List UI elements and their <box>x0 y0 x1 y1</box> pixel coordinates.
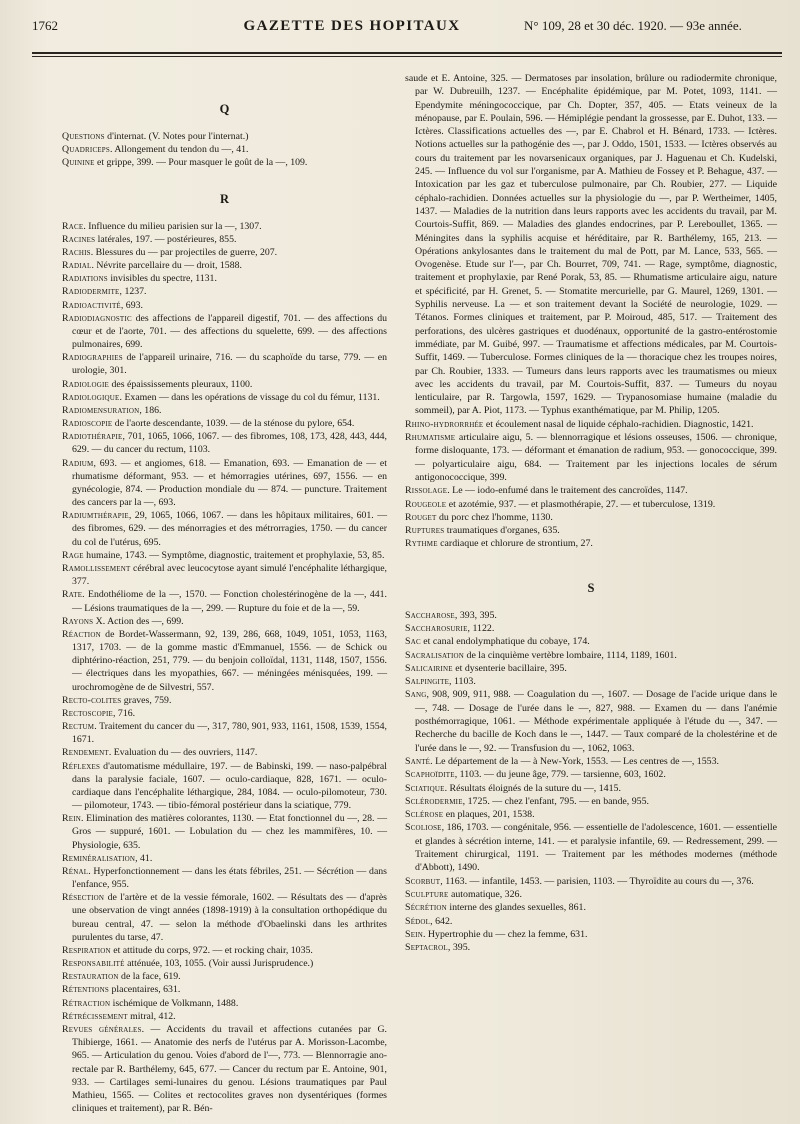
index-entry <box>405 821 777 874</box>
index-keyword: Saccharose <box>405 609 455 621</box>
index-entry <box>62 707 387 720</box>
index-references: , 701, 1065, 1066, 1067. — des fibromes, 108, 173, 428, 443, 444, 629. — du cancer du rectum, 1103. <box>72 431 387 456</box>
index-entry <box>405 649 777 662</box>
index-keyword: Rouget <box>405 511 437 523</box>
index-entry <box>405 635 777 648</box>
index-entry <box>62 1023 387 1115</box>
index-references: , 1237. <box>119 286 147 298</box>
header-rule <box>32 52 782 54</box>
index-keyword: Quadriceps <box>62 144 110 156</box>
index-references: , 186, 1703. — congénitale, 956. — essentielle de l'adolescence, 1601. — essentielle et glandes à sécrétion interne, 141. — et paralysie infantile, 69. — Redressement, 299. — Traitement chirurgical, 1191. — Traitement par les méthodes modernes (méthode d'Abbott), 1490. <box>415 822 777 874</box>
index-references: . Elimination des matières colorantes, 1130. — Etat fonctionnel du —, 28. — Gros — suppuré, 1601. — Lobulation du — chez les mammifères, 10. — Physiologie, 635. <box>72 813 387 851</box>
index-keyword: Résection <box>62 892 105 904</box>
index-keyword: Radiodiagnostic <box>62 312 132 324</box>
index-entry <box>62 417 387 430</box>
index-keyword: Sédol <box>405 915 431 927</box>
index-entry <box>62 746 387 759</box>
index-keyword: Responsabilité <box>62 958 125 970</box>
section-letter-r: R <box>219 191 230 206</box>
index-keyword: Saccharosurie <box>405 622 468 634</box>
index-references: , 908, 909, 911, 988. — Coagulation du —, 1607. — Dosage de l'acide urique dans le —, 748. — Dosage de l'urée dans le —, 827, 988. — Examen du — dans l'anémie posthémorragique, 1061. — Méthode expérimentale appliquée à l'étude du —, 347. — Recherche du bacille de Koch dans le —, 1447. — Taux comparé de la cholestérine et de l'urée dans le —, 92. — Transfusion du —, 1062, 1063. <box>415 689 777 754</box>
index-keyword: Rectoscopie <box>62 707 114 719</box>
index-references: . Névrite parcellaire du — droit, 1588. <box>91 260 242 272</box>
index-keyword: Sein <box>405 928 423 940</box>
index-keyword: Radial <box>62 260 92 272</box>
index-list-s <box>405 609 777 955</box>
index-entry <box>62 970 387 983</box>
index-keyword: Septacrol <box>405 942 448 954</box>
index-keyword: Radiomensuration <box>62 404 140 416</box>
index-keyword: Santé <box>405 755 431 767</box>
index-references: interne des glandes sexuelles, 861. <box>446 902 586 914</box>
index-entry <box>62 1010 387 1023</box>
index-entry <box>405 72 777 418</box>
index-entry <box>62 272 387 285</box>
index-references: des affections de l'appareil digestif, 701. — des affections du cœur et de l'aorte, 701. — des affections du squelette, 699. — des affections pulmonaires, 699. <box>72 312 387 351</box>
index-entry <box>62 615 387 628</box>
index-entry <box>62 865 387 891</box>
index-references: . Evaluation du — des ouvriers, 1147. <box>108 747 258 759</box>
index-entry <box>405 622 777 635</box>
index-references: , 41. <box>135 852 153 864</box>
index-keyword: Rétrécissement <box>62 1010 128 1022</box>
index-references: , 1103. — du jeune âge, 779. — tarsienne, 603, 1602. <box>454 769 666 781</box>
index-references: . Allongement du tendon du —, 41. <box>109 144 249 156</box>
index-references: graves, 759. <box>121 694 172 706</box>
index-keyword: Race <box>62 220 84 232</box>
index-entry <box>405 795 777 808</box>
index-entry <box>405 888 777 901</box>
index-keyword: Rhino-hydrorrhée <box>405 418 484 430</box>
index-references: invisibles du spectre, 1131. <box>107 273 217 285</box>
index-keyword: Respiration <box>62 944 111 956</box>
index-keyword: Salpingite <box>405 676 450 688</box>
index-entry <box>405 431 777 484</box>
index-entry <box>62 143 387 156</box>
index-references: cardiaque et chlorure de strontium, 27. <box>437 538 593 550</box>
index-entry <box>62 299 387 312</box>
index-keyword: Rein <box>62 813 81 825</box>
index-keyword: Rectum <box>62 721 95 733</box>
index-keyword: Racines <box>62 233 96 245</box>
index-references: , 1163. — infantile, 1453. — parisien, 1103. — Thyroïdite au cours du —, 376. <box>440 875 754 887</box>
index-entry <box>62 509 387 549</box>
index-references: humaine, 1743. — Symptôme, diagnostic, traitement et prophylaxie, 53, 85. <box>83 549 385 561</box>
index-references: . Blessures du — par projectiles de guerre, 207. <box>90 246 278 258</box>
index-entry <box>405 609 777 622</box>
index-references: ischémique de Volkmann, 1488. <box>110 997 239 1009</box>
index-entry <box>62 562 387 588</box>
index-references: traumatiques d'organes, 635. <box>444 525 560 537</box>
index-keyword: Radioscopie <box>62 418 113 430</box>
index-references: , 1725. — chez l'enfant, 795. — en bande, 955. <box>462 795 650 807</box>
index-entry <box>405 524 777 537</box>
index-references: de l'aorte descendante, 1039. — de la sténose du pylore, 654. <box>112 418 355 430</box>
index-entry <box>405 808 777 821</box>
index-references: , 186. <box>139 404 162 416</box>
index-entry <box>405 484 777 497</box>
index-entry <box>62 944 387 957</box>
index-keyword: Rétraction <box>62 997 111 1009</box>
index-entry <box>62 549 387 562</box>
index-references: mitral, 412. <box>127 1010 176 1022</box>
index-references: , 693. — et angiomes, 618. — Emanation, 693. — Emanation de — et rhumatisme déformant, 953. — et hémorragies utérines, 697, 1556. — en gynécologie, 874. — Production mondiale du — 874. — puncture. Traitement des cancers par la —, 693. <box>72 457 387 509</box>
index-references: atténuée, 103, 1055. (Voir aussi Jurisprudence.) <box>124 958 314 970</box>
index-entry <box>405 675 777 688</box>
index-references: . — Accidents du travail et affections cutanées par G. Thibierge, 1661. — Anatomie des nerfs de l'utérus par A. Morisson-Lacombe, 965. — Articulation du genou. Voies d'abord de l'—, 773. — Blennorragie ano-rectale par R. Barthélemy, 645, 677. — Cancer du rectum par E. Antoine, 901, 933. — Cartilages semi-lunaires du genou. Lésions traumatiques par Paul Mathieu, 1565. — Colites et rectocolites graves non dysentériques (formes cliniques et traitement), par R. Bén- <box>72 1024 387 1115</box>
index-references: , 1122. <box>467 622 495 634</box>
index-entry <box>405 537 777 550</box>
index-entry <box>62 130 387 143</box>
index-entry <box>62 628 387 694</box>
index-list-q <box>62 130 387 170</box>
index-keyword: Rissolage <box>405 485 448 497</box>
index-keyword: Sculpture <box>405 888 449 900</box>
header-rule-thin <box>32 56 782 57</box>
index-references: . Examen — dans les opérations de vissage du col du fémur, 1131. <box>119 391 380 403</box>
index-keyword: Questions <box>62 131 105 142</box>
index-keyword: Sciatique <box>405 782 445 794</box>
index-references: et canal endolymphatique du cobaye, 174. <box>420 636 590 648</box>
index-keyword: Scoliose <box>405 822 442 834</box>
index-keyword: Radium <box>62 457 94 469</box>
index-keyword: Sclérodermie <box>405 795 463 807</box>
issue-line: N° 109, 28 et 30 déc. 1920. — 93e année. <box>524 18 742 33</box>
index-references: , 693. <box>120 299 143 311</box>
index-references: . Endothéliome de la —, 1570. — Fonction cholestérinogène de la —, 441. — Lésions traumatiques de la —, 299. — Rupture du foie et de la —, 59. <box>72 589 387 614</box>
index-references: . Hyperfonctionnement — dans les états fébriles, 251. — Sécrétion — dans l'enfance, 955. <box>72 865 387 891</box>
index-references: articulaire aigu, 5. — blennorragique et lésions osseuses, 1506. — chronique, forme disloquante, 173. — déformant et émanation de radium, 953. — gonococcique, 399. — polyarticulaire aigu, 684. — Traitement par les injections locales de sérum antigonococcique, 399. <box>415 432 777 483</box>
index-entry <box>62 720 387 746</box>
index-entry <box>62 957 387 970</box>
index-keyword: Rachis <box>62 246 91 258</box>
index-keyword: Radiologique <box>62 391 120 403</box>
index-entry <box>62 983 387 996</box>
index-entry <box>62 404 387 417</box>
index-keyword: Restauration <box>62 971 119 983</box>
index-references: . Traitement du cancer du —, 317, 780, 901, 933, 1161, 1508, 1539, 1554, 1671. <box>72 721 387 746</box>
index-entry <box>405 915 777 928</box>
index-references: , 716. <box>113 707 136 719</box>
index-keyword: Sécrétion <box>405 902 447 914</box>
index-references: et attitude du corps, 972. — et rocking chair, 1035. <box>110 944 313 956</box>
index-keyword: Sacralisation <box>405 649 465 661</box>
index-references: de la face, 619. <box>118 971 181 983</box>
index-keyword: Sang <box>405 689 427 701</box>
index-keyword: Rayons <box>62 615 94 627</box>
index-references: automatique, 326. <box>448 888 522 900</box>
index-keyword: Rétentions <box>62 984 110 996</box>
index-entry <box>62 246 387 259</box>
left-column <box>62 72 387 1115</box>
index-keyword: Radiations <box>62 273 108 285</box>
index-entry <box>405 688 777 754</box>
journal-title: GAZETTE DES HOPITAUX <box>243 18 461 34</box>
index-entry <box>405 755 777 768</box>
index-entry <box>62 891 387 944</box>
index-references: , 395. <box>447 942 471 954</box>
index-references: d'internat. (V. Notes pour l'internat.) <box>104 131 249 142</box>
index-references: , 29, 1065, 1066, 1067. — dans les hôpitaux militaires, 601. — des fibromes, 629. — des ménorragies et des métrorragies, 1750. — du cancer du col de l'utérus, 695. <box>72 510 387 548</box>
index-references: placentaires, 631. <box>109 984 181 996</box>
index-entry <box>62 233 387 246</box>
index-references: et écoulement nasal de liquide céphalo-rachidien. Diagnostic, 1421. <box>483 418 754 430</box>
index-keyword: Rage <box>62 549 84 561</box>
index-references: de Bordet-Wassermann, 92, 139, 286, 668, 1049, 1051, 1053, 1163, 1317, 1703. — de la gomme mastic d'Emmanuel, 1556. — de Schick ou diphtérino-réaction, 251, 779. — du benjoin colloïdal, 1131, 1148, 1507, 1556. — électriques dans les myopathies, 667. — méningées ménisquées, 199. — urochromogène de de Silvestri, 557. <box>72 628 387 693</box>
right-column <box>405 72 777 954</box>
index-references: et grippe, 399. — Pour masquer le goût de la —, 109. <box>94 157 308 169</box>
index-entry <box>405 901 777 914</box>
index-entry <box>62 457 387 510</box>
index-list-r-continued <box>405 72 777 551</box>
index-keyword: Radiodermite <box>62 286 120 298</box>
index-keyword: Rythme <box>405 538 438 550</box>
index-entry <box>62 156 387 169</box>
index-keyword: Rate <box>62 589 83 601</box>
index-entry <box>405 511 777 524</box>
index-keyword: Radiothérapie <box>62 431 123 443</box>
index-keyword: Sac <box>405 636 421 648</box>
index-keyword: Rougeole <box>405 498 447 510</box>
index-references: . Influence du milieu parisien sur la —, 1307. <box>83 220 262 232</box>
index-entry <box>62 220 387 233</box>
index-references: du porc chez l'homme, 1130. <box>436 511 553 523</box>
index-keyword: Rendement <box>62 747 109 759</box>
index-keyword: Salicairine <box>405 662 453 674</box>
index-references: cérébral avec leucocytose ayant simulé l'encéphalite léthargique, 377. <box>72 562 387 588</box>
index-keyword: Ramollissement <box>62 562 131 574</box>
index-references: en plaques, 201, 1538. <box>443 809 535 821</box>
index-entry <box>62 259 387 272</box>
index-keyword: Radiographies <box>62 352 123 364</box>
index-keyword: Rénal <box>62 865 89 877</box>
index-entry <box>405 941 777 954</box>
index-entry <box>62 312 387 352</box>
index-keyword: Reminéralisation <box>62 852 136 864</box>
index-keyword: Radioactivité <box>62 299 121 311</box>
page-number: 1762 <box>32 18 58 33</box>
index-entry <box>405 928 777 941</box>
section-letter-q: Q <box>219 102 230 116</box>
index-references: . Le — iodo-enfumé dans le traitement des cancroïdes, 1147. <box>447 485 688 497</box>
page-header <box>32 18 782 52</box>
index-keyword: Rhumatisme <box>405 432 456 444</box>
index-entry <box>62 588 387 614</box>
index-keyword: Réaction <box>62 628 101 640</box>
index-entry <box>405 768 777 781</box>
index-references: , 642. <box>430 915 453 927</box>
index-references: saude et E. Antoine, 325. — Dermatoses par insolation, brûlure ou radiodermite chronique, par W. Dubreuilh, 1237. — Encéphalite épidémique, par M. Potet, 1093, 1141. — Ependymite méningococcique, par Ch. Dopter, 357, 405. — Etats veineux de la ménopause, par E. Poulain, 596. — Hémiplégie pendant la grossesse, par E. Duhot, 133. — Ictères. Classifications actuelles des —, par E. Chabrol et H. Bénard, 1733. — Ictères. Notions actuelles sur la pathogénie des —, par J. Oddo, 1501, 1533. — Ictères observés au cours du traitement par les novarsenicaux organiques, par J. Haguenau et Ch. Kudelski, 245. — Influence du vol sur l'organisme, par A. Mathieu de Fossey et P. Behague, 437. — Intoxication par les gaz et tuberculose pulmonaire, par Ch. Roubier, 277. — Liquide céphalo-rachidien. Données actuelles sur la physiologie du —, par P. Wertheimer, 1405, 1437. — Maladies de la nutrition dans leurs rapports avec les accidents du travail, par M. Courtois-Suffit, 869. — Maladies des glandes endocrines, par P. Lereboullet, 1365. — Méningites dans la syphilis acquise et héréditaire, par R. Barthélemy, 165, 213. — Opérations ankylosantes dans le traitement du mal de Pott, par M. Lance, 533, 565. — Ovogenèse. Etude sur l'—, par Ch. Bourret, 709, 741. — Rage, symptôme, diagnostic, traitement et prophylaxie, par René Porak, 53, 85. — Rhumatisme articulaire aigu, nature et spécificité, par H. Grenet, 5. — Stomatite mercurielle, par G. Maurel, 1269, 1301. — Syphilis nerveuse. La — et son traitement devant la Société de neurologie, 1029. — Tétanos. Formes cliniques et traitement, par P. Moiroud, 485, 517. — Traitement des perforations, des ulcères gastriques et duodénaux, opportunité de la gastro-entérostomie immédiate, par M. Guibé, 997. — Traumatisme et affections médicales, par M. Courtois-Suffit, 1469. — Tuberculose. Formes cliniques de la — thoracique chez les troupes noires, par Ch. Roubier, 1333. — Tumeurs dans leurs rapports avec les traumatismes ou mieux avec les accidents du travail, par M. Courtois-Suffit, 837. — Tumeurs du noyau lenticulaire, par R. Targowla, 1597, 1629. — Trypanosomiase humaine (maladie du sommeil), par A. Piot, 1173. — Typhus exanthématique, par M. Philip, 1205. <box>405 73 778 417</box>
index-keyword: Réflexes <box>62 760 101 772</box>
index-entry <box>405 875 777 888</box>
index-keyword: Scaphoïdite <box>405 769 455 781</box>
index-keyword: Ruptures <box>405 525 445 537</box>
index-entry <box>62 852 387 865</box>
index-entry <box>405 418 777 431</box>
index-references: latérales, 197. — postérieures, 855. <box>95 233 237 245</box>
index-references: d'automatisme médullaire, 197. — de Babinski, 199. — naso-palpébral dans la paralysie faciale, 1607. — oculo-cardiaque, 828, 1671. — oculo-cardiaque dans l'encéphalite léthargique, 284, 1084. — oculo-pilomoteur, 730. — pilomoteur, 1743. — tibio-fémoral postérieur dans la sciatique, 779. <box>72 760 387 812</box>
index-entry <box>62 430 387 456</box>
index-entry <box>62 997 387 1010</box>
index-keyword: Quinine <box>62 157 95 169</box>
section-letter-s: S <box>587 580 595 595</box>
index-references: , 1103. <box>449 676 476 688</box>
index-entry <box>62 351 387 377</box>
index-entry <box>405 782 777 795</box>
index-references: de la cinquième vertèbre lombaire, 1114, 1189, 1601. <box>464 649 677 661</box>
index-references: et azotémie, 937. — et plasmothérapie, 27. — et tuberculose, 1319. <box>446 498 716 510</box>
index-keyword: Radiologie <box>62 378 110 390</box>
index-entry <box>62 285 387 298</box>
index-references: et dysenterie bacillaire, 395. <box>452 662 567 674</box>
index-keyword: Radiumthérapie <box>62 510 129 522</box>
index-entry <box>62 760 387 813</box>
index-entry <box>405 662 777 675</box>
index-entry <box>62 694 387 707</box>
index-entry <box>405 498 777 511</box>
index-list-r <box>62 220 387 1116</box>
index-references: . Résultats éloignés de la suture du —, 1415. <box>444 782 621 794</box>
index-references: , 393, 395. <box>454 609 497 621</box>
index-keyword: Revues générales <box>62 1024 142 1035</box>
index-keyword: Sclérose <box>405 809 444 821</box>
index-entry <box>62 391 387 404</box>
index-references: des épaississements pleuraux, 1100. <box>109 378 253 390</box>
index-keyword: Recto-colites <box>62 694 122 706</box>
index-references: . Hypertrophie du — chez la femme, 631. <box>422 928 588 940</box>
index-references: . Le département de la — à New-York, 1553. — Les centres de —, 1553. <box>430 755 720 767</box>
index-entry <box>62 378 387 391</box>
index-references: de l'artère et de la vessie fémorale, 1602. — Résultats des — d'après une observation de vingt années (1898-1919) à la consultation orthopédique du bureau central, 47. — selon la méthode d'Obaelinski dans les arthrites purulentes du tarse, 47. <box>72 892 387 943</box>
index-entry <box>62 812 387 852</box>
index-references: de l'appareil urinaire, 716. — du scaphoïde du tarse, 779. — en urologie, 301. <box>72 352 387 377</box>
index-references: X. Action des —, 699. <box>93 615 184 627</box>
index-keyword: Scorbut <box>405 875 441 887</box>
